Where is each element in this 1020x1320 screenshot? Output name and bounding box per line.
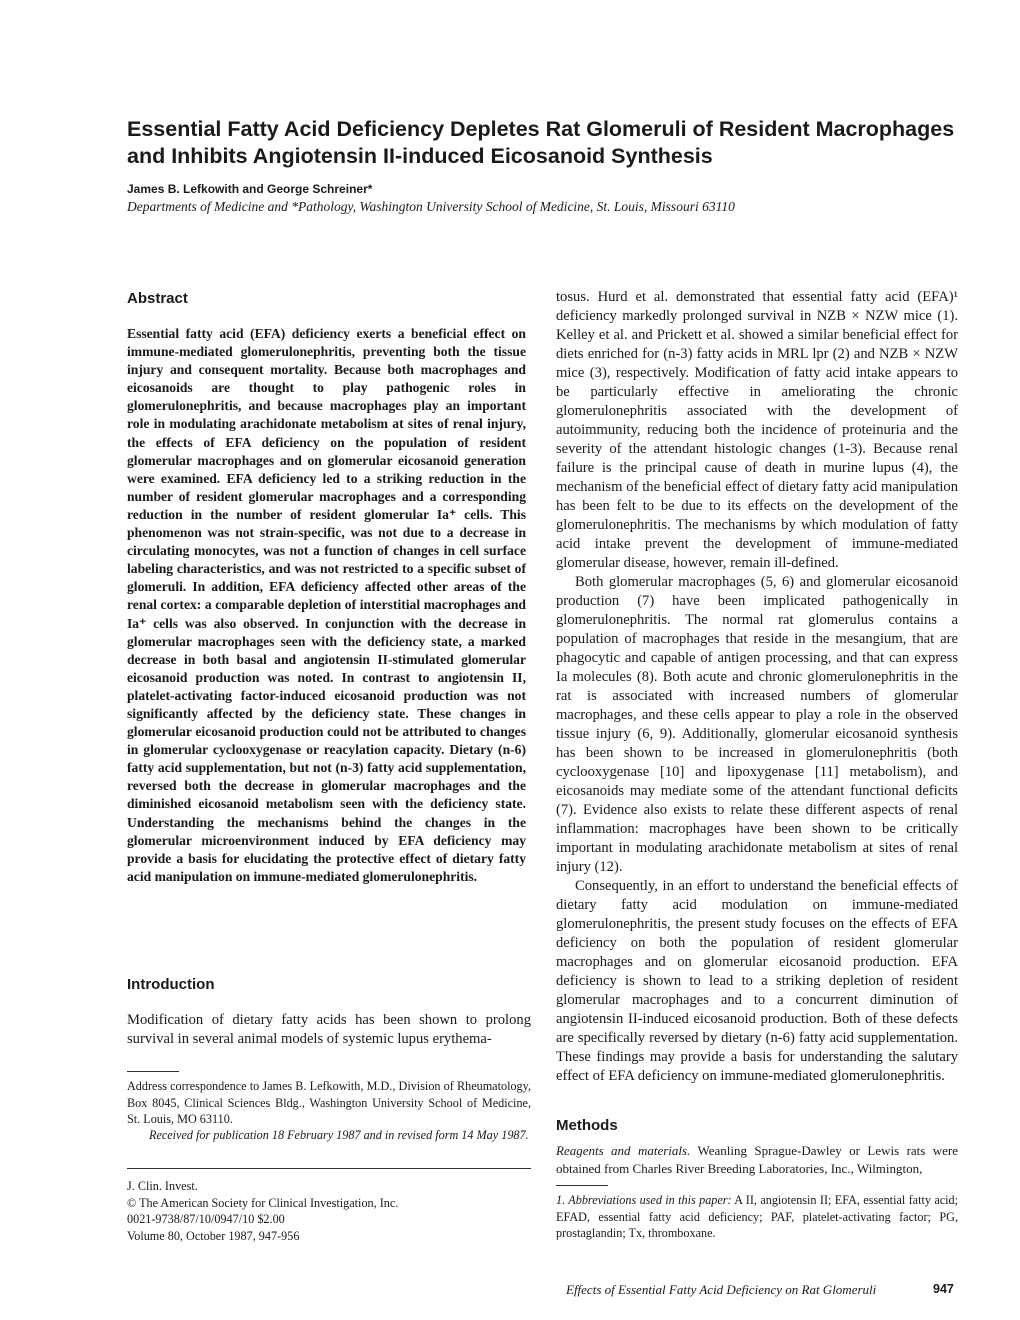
methods-heading: Methods: [556, 1117, 618, 1134]
running-head: Effects of Essential Fatty Acid Deficiency on Rat Glomeruli: [566, 1282, 877, 1297]
abstract-text: Essential fatty acid (EFA) deficiency exerts a beneficial effect on immune-mediated glomerulonephritis, preventing both the tissue injury and consequent mortality. Because both macrophages and eicosanoids are thought to play pathogenic roles in glomerulonephritis, and because macrophages play an important role in modulating arachidonate metabolism at sites of renal injury, the effects of EFA deficiency on the population of resident glomerular macrophages and on glomerular eicosanoid generation were examined. EFA deficiency led to a striking reduction in the number of resident glomerular macrophages and a corresponding reduction in the number of resident glomerular Ia⁺ cells. This phenomenon was not strain-specific, was not due to a decrease in circulating monocytes, was not a function of changes in cell surface labeling characteristics, and was not restricted to a specific subset of glomeruli. In addition, EFA deficiency affected other areas of the renal cortex: a comparable depletion of interstitial macrophages and Ia⁺ cells was also observed. In conjunction with the decrease in glomerular macrophages seen with the deficiency state, a marked decrease in both basal and angiotensin II-stimulated glomerular eicosanoid production was noted. In contrast to angiotensin II, platelet-activating factor-induced eicosanoid production was not significantly affected by the deficiency state. These changes in glomerular eicosanoid production could not be attributed to changes in glomerular cyclooxygenase or reacylation capacity. Dietary (n-6) fatty acid supplementation, but not (n-3) fatty acid supplementation, reversed both the decrease in glomerular macrophages and the diminished eicosanoid metabolism seen with the deficiency state. Understanding the mechanisms behind the changes in the glomerular microenvironment induced by EFA deficiency may provide a basis for elucidating the protective effect of dietary fatty acid manipulation on immune-mediated glomerulonephritis.: [127, 326, 526, 884]
introduction-paragraph-2: Both glomerular macrophages (5, 6) and glomerular eicosanoid production (7) have been implicated pathogenically in glomerulonephritis. The normal rat glomerulus contains a population of macrophages that reside in the mesangium, that are phagocytic and capable of antigen processing, and that can express Ia molecules (8). Both acute and chronic glomerulonephritis in the rat is associated with increased numbers of glomerular macrophages, and these cells appear to play a role in the observed tissue injury (6, 9). Additionally, glomerular eicosanoid synthesis has been shown to be increased in glomerulonephritis (both cyclooxygenase [10] and lipoxygenase [11] metabolism), and eicosanoids may mediate some of the attendant functional deficits (7). Evidence also exists to relate these different aspects of renal inflammation: macrophages have been shown to be critically important in modulating arachidonate metabolism at sites of renal injury (12).: [556, 574, 958, 875]
abbreviations-footnote: [556, 1192, 958, 1242]
page-number: 947: [933, 1282, 954, 1296]
author-affiliation: Departments of Medicine and *Pathology, Washington University School of Medicine, St. Louis, Missouri 63110: [127, 199, 735, 214]
abstract-heading: Abstract: [127, 290, 188, 307]
journal-issn: 0021-9738/87/10/0947/10 $2.00: [127, 1212, 285, 1227]
article-title: Essential Fatty Acid Deficiency Depletes Rat Glomeruli of Resident Macrophages and Inhibits Angiotensin II-induced Eicosanoid Synthesis: [127, 117, 955, 168]
methods-text: Weanling Sprague-Dawley or Lewis rats were obtained from Charles River Breeding Laboratories, Inc., Wilmington,: [556, 1143, 958, 1176]
abbreviations-label: 1. Abbreviations used in this paper:: [556, 1193, 732, 1207]
journal-copyright: © The American Society for Clinical Investigation, Inc.: [127, 1195, 399, 1210]
abbreviation-divider: [556, 1185, 608, 1186]
introduction-paragraph-3: Consequently, in an effort to understand the beneficial effects of dietary fatty acid modulation on immune-mediated glomerulonephritis, the present study focuses on the effects of EFA deficiency on both the population of resident glomerular macrophages and on glomerular eicosanoid production. EFA deficiency is shown to lead to a striking depletion of resident glomerular macrophages and to a concurrent diminution of angiotensin II-induced eicosanoid production. Both of these defects are specifically reversed by dietary (n-6) fatty acid supplementation. These findings may provide a basis for understanding the salutary effect of EFA deficiency on immune-mediated glomerulonephritis.: [556, 878, 958, 1084]
abbreviations-text: A II, angiotensin II; EFA, essential fatty acid; EFAD, essential fatty acid deficiency; PAF, platelet-activating factor; PG, prostaglandin; Tx, thromboxane.: [556, 1193, 959, 1241]
journal-info: [127, 1178, 531, 1244]
journal-volume: Volume 80, October 1987, 947-956: [127, 1228, 300, 1243]
journal-info-divider: [127, 1168, 531, 1169]
introduction-heading: Introduction: [127, 976, 215, 993]
right-column: [556, 288, 958, 1086]
methods-subheading: Reagents and materials.: [556, 1143, 691, 1158]
introduction-paragraph-continued: tosus. Hurd et al. demonstrated that essential fatty acid (EFA)¹ deficiency markedly prolonged survival in NZB × NZW mice (1). Kelley et al. and Prickett et al. showed a similar beneficial effect for diets enriched for (n-3) fatty acids in MRL lpr (2) and NZB × NZW mice (3), respectively. Modification of fatty acid intake appears to be particularly effective in ameliorating the chronic glomerulonephritis associated with the development of autoimmunity, reducing both the incidence of proteinuria and the severity of the attendant histologic changes (1-3). Because renal failure is the principal cause of death in murine lupus (4), the mechanism of the beneficial effect of dietary fatty acid manipulation has been felt to be due to its effects on the development of the glomerulonephritis. The mechanisms by which modulation of fatty acid intake prevent the development of immune-mediated glomerular disease, however, remain ill-defined.: [556, 289, 958, 571]
correspondence-footnote: Address correspondence to James B. Lefkowith, M.D., Division of Rheumatology, Box 8045, Clinical Sciences Bldg., Washington University School of Medicine, St. Louis, MO 63110.: [127, 1079, 531, 1127]
author-list: James B. Lefkowith and George Schreiner*: [127, 182, 373, 196]
received-footnote: Received for publication 18 February 1987 and in revised form 14 May 1987.: [149, 1128, 529, 1142]
introduction-paragraph-start: Modification of dietary fatty acids has been shown to prolong survival in several animal models of systemic lupus erythema-: [127, 1012, 531, 1047]
footnote-divider: [127, 1071, 179, 1072]
methods-paragraph: [556, 1142, 958, 1177]
journal-name: J. Clin. Invest.: [127, 1179, 198, 1193]
